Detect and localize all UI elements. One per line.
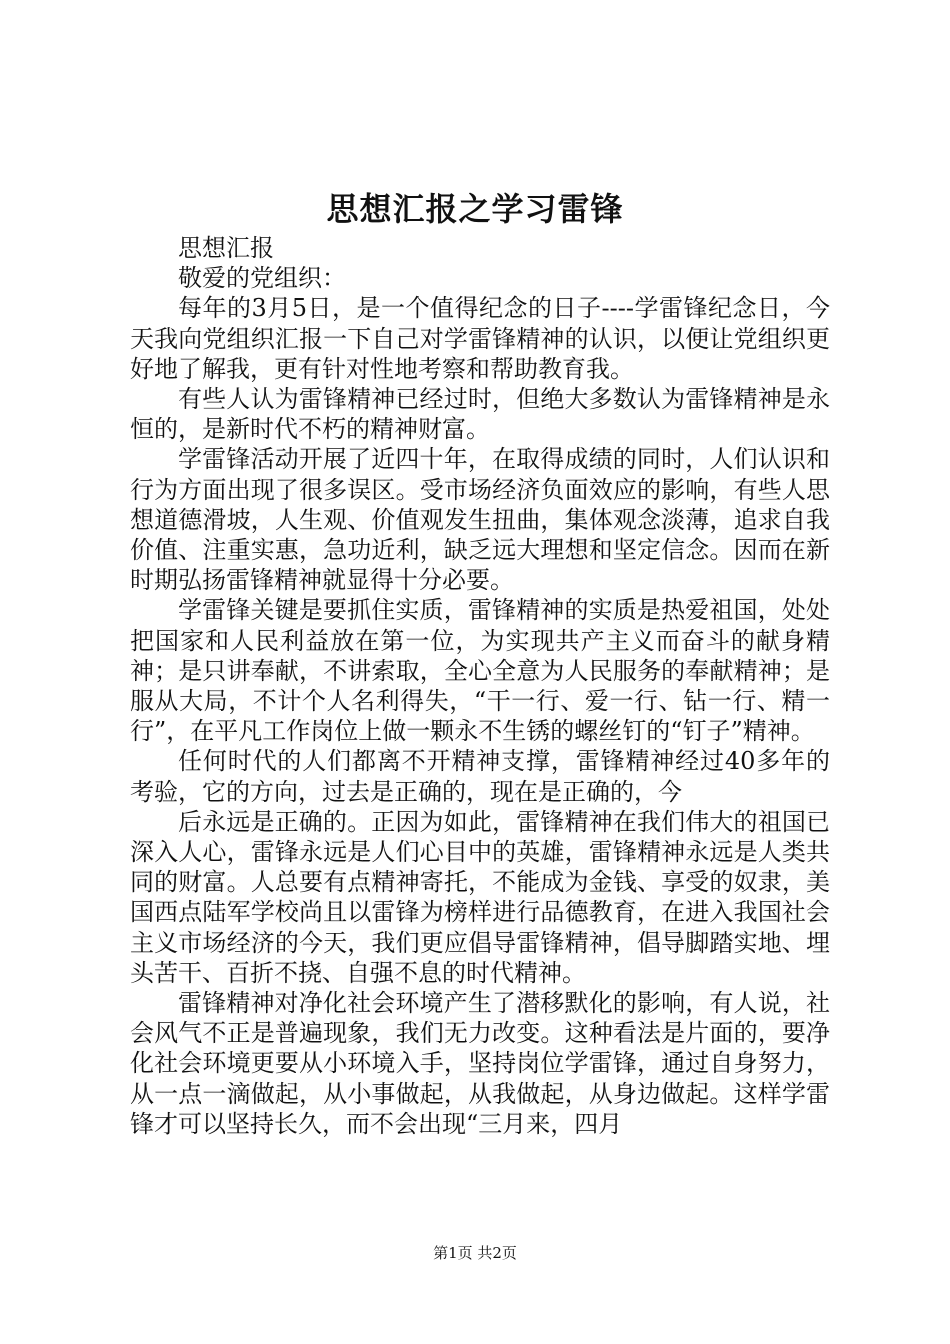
paragraph: 雷锋精神对净化社会环境产生了潜移默化的影响，有人说，社会风气不正是普遍现象，我们无力改变。这种看法是片面的，要净化社会环境更要从小环境入手，坚持岗位学雷锋，通过自身努力，从一点一滴做起，从小事做起，从我做起，从身边做起。这样学雷锋才可以坚持长久，而不会出现“三月来，四月 [130,989,830,1138]
paragraph: 学雷锋关键是要抓住实质，雷锋精神的实质是热爱祖国，处处把国家和人民利益放在第一位，为实现共产主义而奋斗的献身精神；是只讲奉献，不讲索取，全心全意为人民服务的奉献精神；是服从大局，不计个人名利得失，“干一行、爱一行、钻一行、精一行”，在平凡工作岗位上做一颗永不生锈的螺丝钉的“钉子”精神。 [130,596,830,746]
paragraph: 学雷锋活动开展了近四十年，在取得成绩的同时，人们认识和行为方面出现了很多误区。受市场经济负面效应的影响，有些人思想道德滑坡，人生观、价值观发生扭曲，集体观念淡薄，追求自我价值、注重实惠，急功近利，缺乏远大理想和坚定信念。因而在新时期弘扬雷锋精神就显得十分必要。 [130,445,830,595]
paragraph: 任何时代的人们都离不开精神支撑，雷锋精神经过40多年的考验，它的方向，过去是正确的，现在是正确的，今 [130,747,830,806]
paragraph: 每年的3月5日，是一个值得纪念的日子----学雷锋纪念日，今天我向党组织汇报一下自己对学雷锋精神的认识，以便让党组织更好地了解我，更有针对性地考察和帮助教育我。 [130,294,830,383]
paragraph: 有些人认为雷锋精神已经过时，但绝大多数认为雷锋精神是永恒的，是新时代不朽的精神财富。 [130,385,830,444]
document-title: 思想汇报之学习雷锋 [326,190,624,228]
paragraph: 后永远是正确的。正因为如此，雷锋精神在我们伟大的祖国已深入人心，雷锋永远是人们心目中的英雄，雷锋精神永远是人类共同的财富。人总要有点精神寄托，不能成为金钱、享受的奴隶，美国西点陆军学校尚且以雷锋为榜样进行品德教育，在进入我国社会主义市场经济的今天，我们更应倡导雷锋精神，倡导脚踏实地、埋头苦干、百折不挠、自强不息的时代精神。 [130,807,830,987]
paragraph: 思想汇报 [178,234,274,262]
page-footer: 第1页 共2页 [433,1244,517,1262]
document-body [130,233,830,1139]
paragraph: 敬爱的党组织： [178,264,346,293]
